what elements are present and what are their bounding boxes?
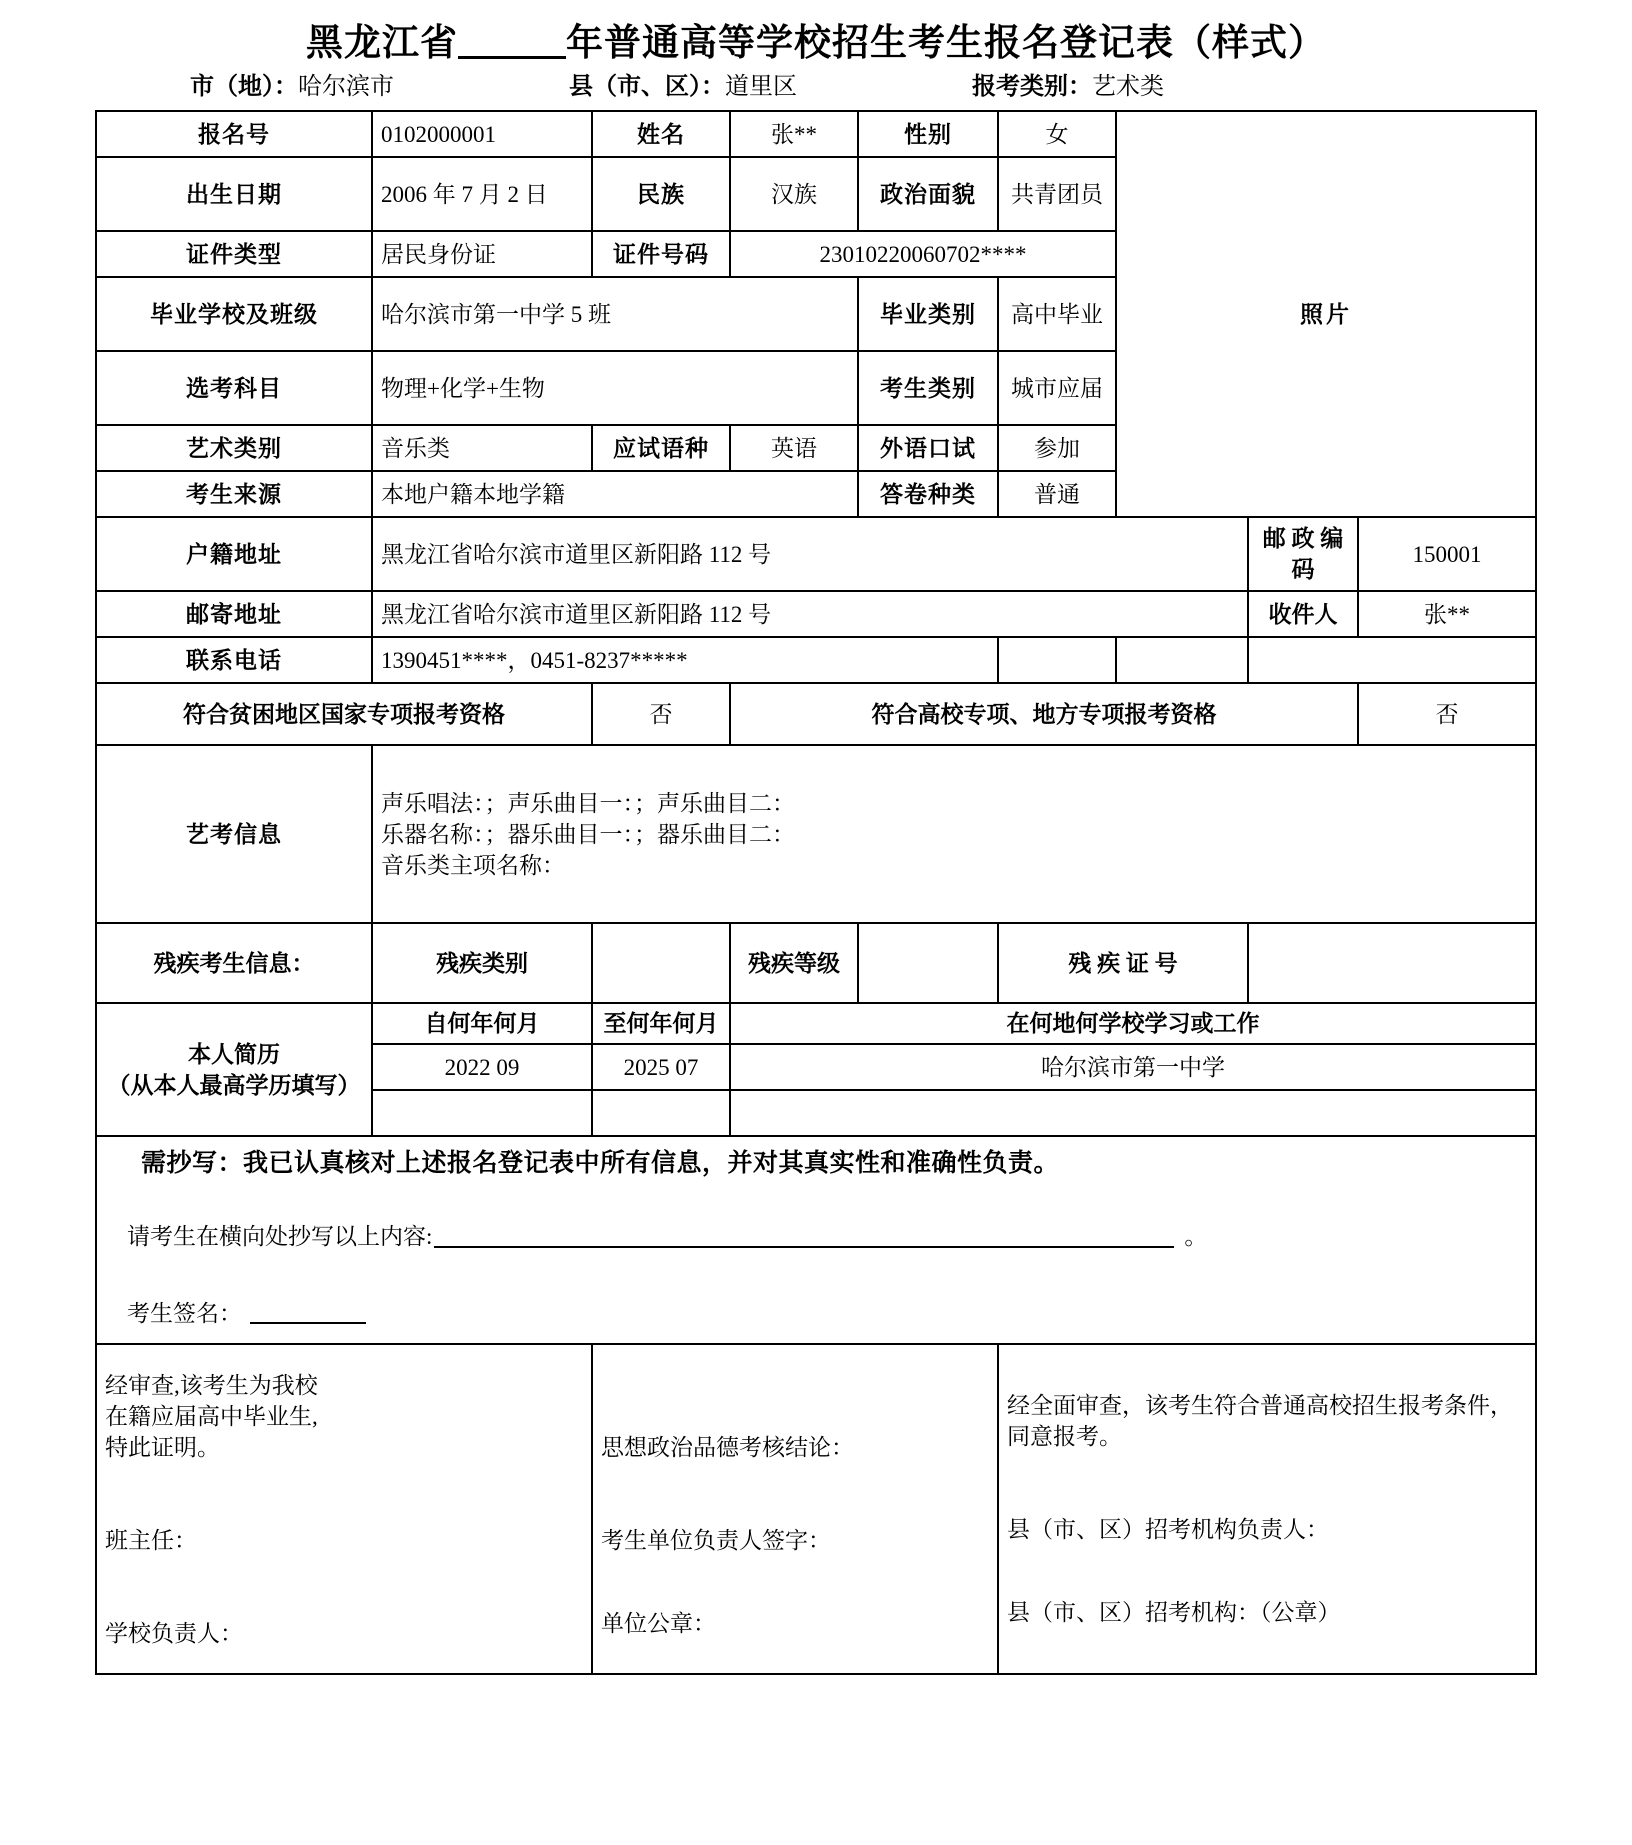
art-category-value: 音乐类: [372, 425, 592, 471]
poverty-label: 符合贫困地区国家专项报考资格: [96, 683, 592, 745]
poverty-value: 否: [592, 683, 730, 745]
id-no-label: 证件号码: [592, 231, 730, 277]
city-label: 市（地）：: [190, 74, 298, 101]
school-approval-line-3: 特此证明。: [104, 1434, 220, 1460]
disability-type-label: 残疾类别: [372, 923, 592, 1003]
art-info-line-3: 音乐类主项名称：: [380, 852, 565, 878]
county-approval-line-1: 经全面审查，该考生符合普通高校招生报考条件，: [1006, 1393, 1513, 1419]
school-label: 毕业学校及班级: [96, 277, 372, 351]
mail-value: 黑龙江省哈尔滨市道里区新阳路 112 号: [372, 591, 1248, 637]
table-row: [96, 111, 1536, 157]
county-agency-seal-label: 县（市、区）招考机构：（公章）: [1006, 1600, 1341, 1626]
subjects-value: 物理+化学+生物: [372, 351, 858, 425]
phone-spacer-1: [998, 637, 1116, 683]
birth-value: 2006 年 7 月 2 日: [372, 157, 592, 231]
hukou-value: 黑龙江省哈尔滨市道里区新阳路 112 号: [372, 517, 1248, 591]
signature-blank[interactable]: [250, 1322, 366, 1324]
birth-label: 出生日期: [96, 157, 372, 231]
resume-label-sub: （从本人最高学历填写）: [107, 1072, 361, 1098]
source-value: 本地户籍本地学籍: [372, 471, 858, 517]
disability-level-value: [858, 923, 998, 1003]
copy-instruction-period: 。: [1184, 1224, 1208, 1250]
school-approval-block: [96, 1344, 592, 1674]
grad-type-value: 高中毕业: [998, 277, 1116, 351]
disability-cert-label: 残 疾 证 号: [998, 923, 1248, 1003]
disability-label: 残疾考生信息：: [96, 923, 372, 1003]
page-title: [0, 22, 1632, 66]
table-row: [96, 591, 1536, 637]
reg-no-label: 报名号: [96, 111, 372, 157]
table-row: [96, 683, 1536, 745]
special-value: 否: [1358, 683, 1536, 745]
title-year-blank: [458, 56, 566, 59]
resume-from-label: 自何年何月: [372, 1003, 592, 1044]
school-approval-line-2: 在籍应届高中毕业生,: [104, 1403, 318, 1429]
table-row: [96, 1136, 1536, 1344]
source-label: 考生来源: [96, 471, 372, 517]
resume-row-0-place: 哈尔滨市第一中学: [730, 1044, 1536, 1090]
table-row: [96, 1344, 1536, 1674]
art-info-line-1: 声乐唱法：；声乐曲目一：；声乐曲目二：: [380, 790, 795, 816]
candidate-type-label: 考生类别: [858, 351, 998, 425]
name-value: 张**: [730, 111, 858, 157]
county-approval-block: [998, 1344, 1536, 1674]
disability-level-label: 残疾等级: [730, 923, 858, 1003]
art-info-label: 艺考信息: [96, 745, 372, 923]
hukou-label: 户籍地址: [96, 517, 372, 591]
city-value: 哈尔滨市: [298, 74, 394, 101]
unit-head-signature-label: 考生单位负责人签字：: [600, 1527, 831, 1553]
copy-instruction-label: 请考生在横向处抄写以上内容:: [126, 1224, 433, 1250]
postcode-value: 150001: [1358, 517, 1536, 591]
oral-value: 参加: [998, 425, 1116, 471]
political-review-label: 思想政治品德考核结论：: [600, 1434, 854, 1460]
resume-row-1-to: [592, 1090, 730, 1136]
signature-label: 考生签名：: [126, 1301, 242, 1327]
declaration-block: [96, 1136, 1536, 1344]
phone-spacer-3: [1248, 637, 1536, 683]
art-info-line-2: 乐器名称：；器乐曲目一：；器乐曲目二：: [380, 821, 795, 847]
id-type-value: 居民身份证: [372, 231, 592, 277]
declaration-text: 需抄写：我已认真核对上述报名登记表中所有信息，并对其真实性和准确性负责。: [140, 1150, 1059, 1178]
registration-table: [95, 110, 1537, 1675]
school-value: 哈尔滨市第一中学 5 班: [372, 277, 858, 351]
recipient-value: 张**: [1358, 591, 1536, 637]
political-label: 政治面貌: [858, 157, 998, 231]
resume-label: [96, 1003, 372, 1136]
oral-label: 外语口试: [858, 425, 998, 471]
ethnic-label: 民族: [592, 157, 730, 231]
unit-seal-label: 单位公章：: [600, 1610, 716, 1636]
id-type-label: 证件类型: [96, 231, 372, 277]
table-row: [96, 637, 1536, 683]
resume-row-0-to: 2025 07: [592, 1044, 730, 1090]
county-agency-head-label: 县（市、区）招考机构负责人：: [1006, 1517, 1329, 1543]
resume-row-1-from: [372, 1090, 592, 1136]
subjects-label: 选考科目: [96, 351, 372, 425]
recipient-label: 收件人: [1248, 591, 1358, 637]
exam-lang-value: 英语: [730, 425, 858, 471]
copy-instruction-row: [127, 1221, 1527, 1252]
resume-label-main: 本人简历: [187, 1041, 280, 1067]
category-label: 报考类别：: [972, 74, 1092, 101]
name-label: 姓名: [592, 111, 730, 157]
art-info-value: [372, 745, 1536, 923]
county-approval-line-2: 同意报考。: [1006, 1424, 1122, 1450]
county-field: [569, 72, 797, 102]
phone-spacer-2: [1116, 637, 1248, 683]
table-row: [96, 923, 1536, 1003]
disability-type-value: [592, 923, 730, 1003]
school-approval-line-1: 经审查,该考生为我校: [104, 1372, 318, 1398]
category-value: 艺术类: [1092, 74, 1164, 101]
signature-row: [127, 1298, 1527, 1329]
art-category-label: 艺术类别: [96, 425, 372, 471]
gender-label: 性别: [858, 111, 998, 157]
unit-approval-block: [592, 1344, 998, 1674]
title-prefix: 黑龙江省: [306, 23, 458, 64]
copy-instruction-blank[interactable]: [434, 1226, 1174, 1248]
disability-cert-value: [1248, 923, 1536, 1003]
id-no-value: 23010220060702****: [730, 231, 1116, 277]
title-suffix: 年普通高等学校招生考生报名登记表（样式）: [566, 23, 1326, 64]
resume-to-label: 至何年何月: [592, 1003, 730, 1044]
paper-type-label: 答卷种类: [858, 471, 998, 517]
reg-no-value: 0102000001: [372, 111, 592, 157]
paper-type-value: 普通: [998, 471, 1116, 517]
table-row: [96, 517, 1536, 591]
county-label: 县（市、区）：: [569, 74, 725, 101]
phone-value: 1390451****，0451-8237*****: [372, 637, 998, 683]
resume-row-1-place: [730, 1090, 1536, 1136]
table-row: [96, 745, 1536, 923]
phone-label: 联系电话: [96, 637, 372, 683]
resume-row-0-from: 2022 09: [372, 1044, 592, 1090]
head-teacher-signature-label: 班主任：: [104, 1527, 197, 1553]
mail-label: 邮寄地址: [96, 591, 372, 637]
candidate-type-value: 城市应届: [998, 351, 1116, 425]
ethnic-value: 汉族: [730, 157, 858, 231]
sub-header: [0, 72, 1632, 102]
postcode-label: 邮 政 编 码: [1248, 517, 1358, 591]
table-row: [96, 1003, 1536, 1044]
resume-place-label: 在何地何学校学习或工作: [730, 1003, 1536, 1044]
photo-placeholder: 照片: [1116, 111, 1536, 517]
exam-lang-label: 应试语种: [592, 425, 730, 471]
county-value: 道里区: [725, 74, 797, 101]
school-principal-signature-label: 学校负责人：: [104, 1620, 243, 1646]
grad-type-label: 毕业类别: [858, 277, 998, 351]
category-field: [972, 72, 1164, 102]
city-field: [190, 72, 394, 102]
special-label: 符合高校专项、地方专项报考资格: [730, 683, 1358, 745]
gender-value: 女: [998, 111, 1116, 157]
political-value: 共青团员: [998, 157, 1116, 231]
